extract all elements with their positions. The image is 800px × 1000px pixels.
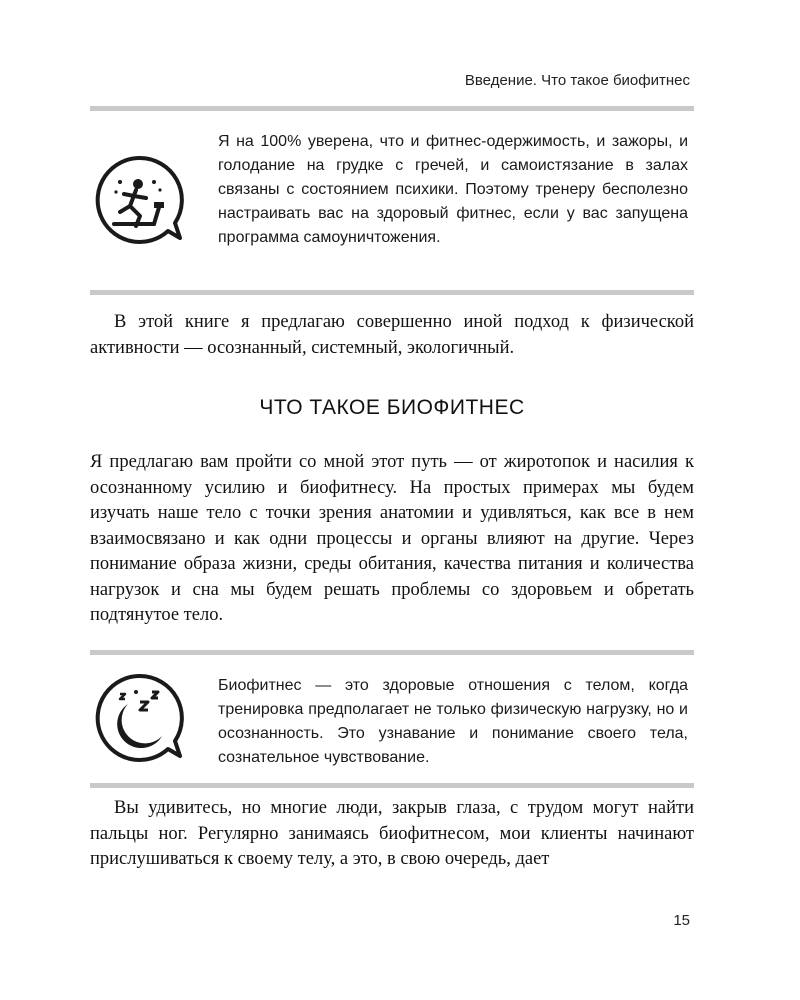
callout-text-definition: Биофитнес — это здоровые отношения с телом, когда тренировка предполагает не только физическую нагрузку, но и осознанность. Это узнавание и понимание своего тела, сознательное чувствование. bbox=[218, 677, 688, 766]
intro-paragraph: В этой книге я предлагаю совершенно иной подход к физической активности — осознанный, системный, экологичный. bbox=[90, 312, 694, 358]
page-number: 15 bbox=[673, 912, 690, 929]
running-header: Введение. Что такое биофитнес bbox=[464, 72, 690, 89]
moon-sleep-icon bbox=[90, 670, 190, 770]
closing-paragraph: Вы удивитесь, но многие люди, закрыв глаза, с трудом могут найти пальцы ног. Регулярно занимаясь биофитнесом, мои клиенты начинают прислушиваться к своему телу, а это, в свою очередь, дает bbox=[90, 798, 694, 869]
callout-text-mindset: Я на 100% уверена, что и фитнес-одержимость, и зажоры, и голодание на грудке с гречей, и самоистязание в залах связаны с состоянием психики. Поэтому тренеру бесполезно настраивать вас на здоровый фитнес, если у вас запущена программа самоуничтожения. bbox=[218, 133, 688, 246]
divider-top bbox=[90, 106, 694, 111]
divider-after-callout2 bbox=[90, 783, 694, 788]
section-heading: ЧТО ТАКОЕ БИОФИТНЕС bbox=[259, 396, 525, 419]
divider-after-callout1 bbox=[90, 290, 694, 295]
divider-before-callout2 bbox=[90, 650, 694, 655]
treadmill-runner-icon bbox=[90, 152, 190, 252]
section-paragraph: Я предлагаю вам пройти со мной этот путь — от жиротопок и насилия к осознанному усилию и биофитнесу. На простых примерах мы будем изучать наше тело с точки зрения анатомии и удивляться, как все в нем взаимосвязано и как одни процессы и органы влияют на другие. Через понимание образа жизни, среды обитания, качества питания и количества нагрузок и сна мы будем решать проблемы со здоровьем и обретать подтянутое тело. bbox=[90, 452, 694, 625]
